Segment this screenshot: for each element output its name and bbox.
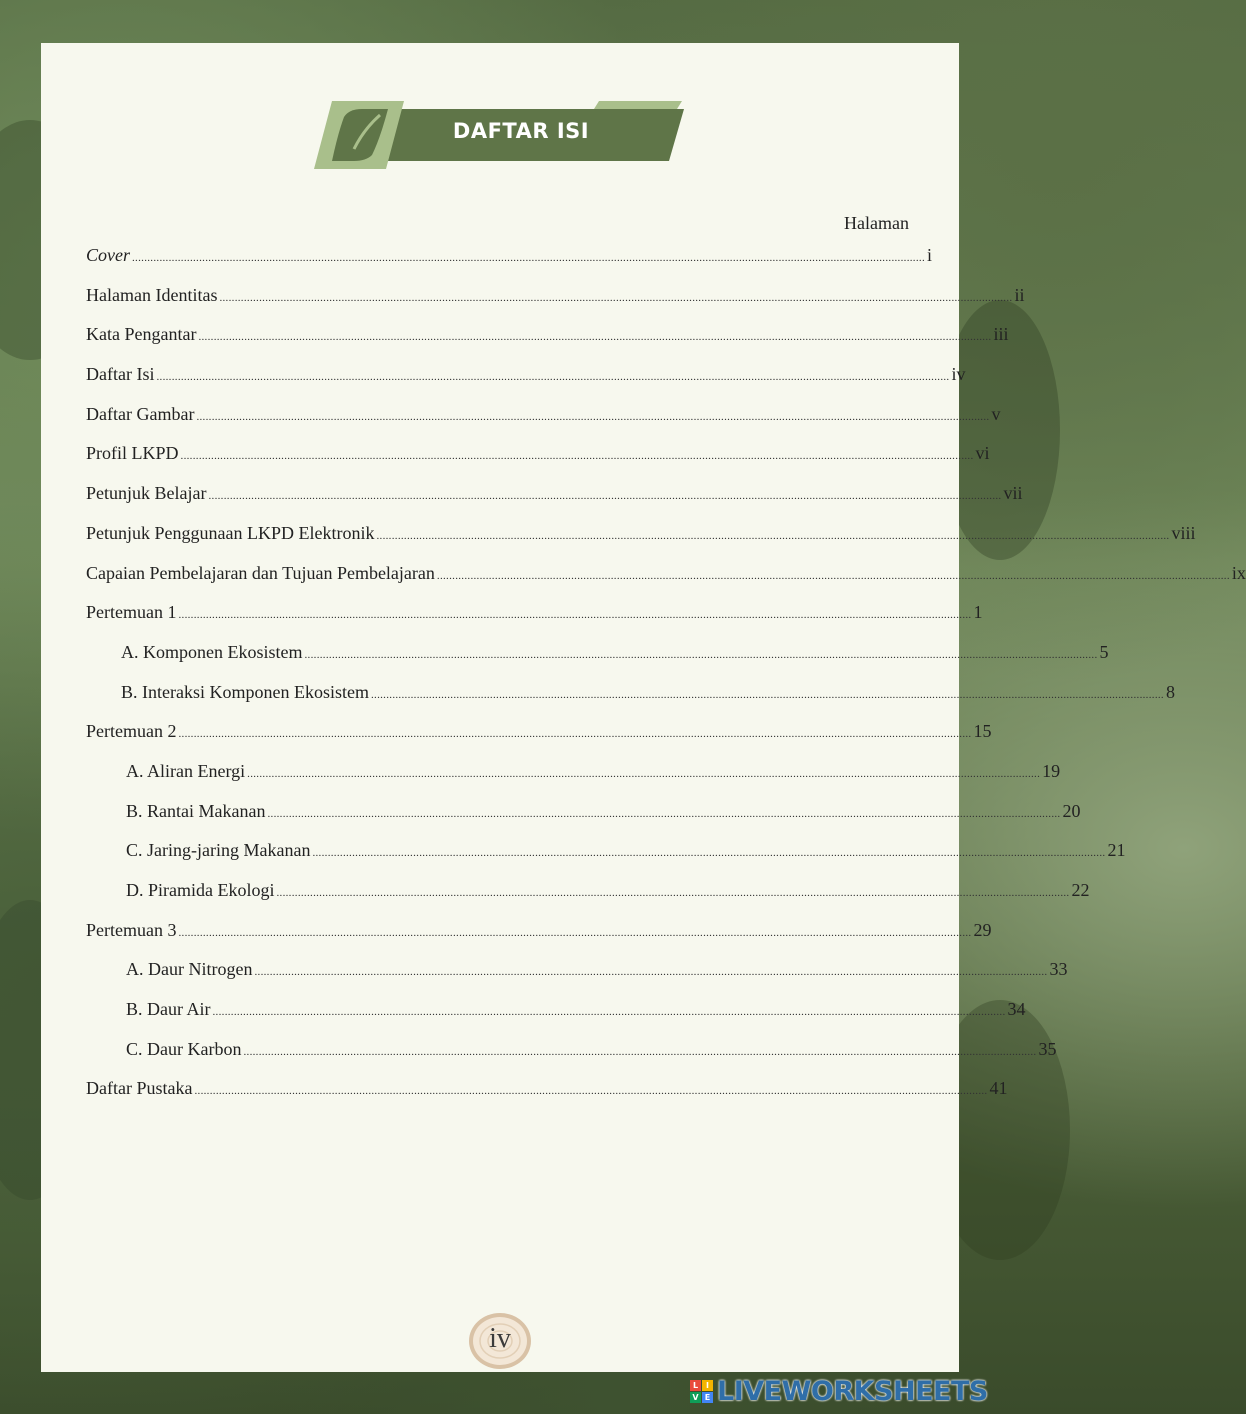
toc-entry[interactable] <box>86 483 1023 523</box>
toc-dot-leader: .................................................................................................................................................................................................................................................................... <box>132 252 925 264</box>
logo-letter-tile: E <box>702 1392 713 1403</box>
banner-light-strip <box>594 101 682 109</box>
toc-entry-label: Daftar Gambar <box>86 403 195 424</box>
toc-entry[interactable] <box>86 602 983 642</box>
logo-letter-tile: V <box>690 1392 701 1403</box>
toc-entry-page: ii <box>1014 284 1025 305</box>
toc-entry-page: 22 <box>1071 880 1090 900</box>
page-title: DAFTAR ISI <box>452 119 590 143</box>
toc-entry-page: 21 <box>1107 840 1126 861</box>
toc-dot-leader: .................................................................................................................................................................................................................................................................... <box>156 371 950 384</box>
toc-dot-leader: .................................................................................................................................................................................................................................................................... <box>254 966 1048 979</box>
toc-entry[interactable] <box>86 1078 1008 1118</box>
toc-entry[interactable] <box>86 840 1126 880</box>
toc-entry[interactable] <box>86 245 933 285</box>
toc-dot-leader: .................................................................................................................................................................................................................................................................... <box>194 1085 988 1098</box>
toc-entry[interactable] <box>86 959 1068 999</box>
toc-entry[interactable] <box>86 443 990 483</box>
toc-dot-leader: .................................................................................................................................................................................................................................................................... <box>312 847 1106 860</box>
toc-dot-leader: .................................................................................................................................................................................................................................................................... <box>178 728 972 741</box>
toc-entry-page: 1 <box>973 602 983 623</box>
toc-entry-page: v <box>991 403 1001 424</box>
toc-entry[interactable] <box>86 562 1246 603</box>
toc-entry-label: A. Komponen Ekosistem <box>121 641 303 662</box>
toc-entry-page: i <box>927 245 933 265</box>
document-page <box>41 43 1246 1372</box>
toc-entry[interactable] <box>86 641 1109 682</box>
toc-entry-page: 33 <box>1049 959 1068 980</box>
toc-entry-page: iv <box>951 364 966 385</box>
toc-entry-page: 19 <box>1042 760 1061 781</box>
toc-dot-leader: .................................................................................................................................................................................................................................................................... <box>243 1045 1037 1058</box>
toc-entry-page: iii <box>993 324 1009 345</box>
toc-entry[interactable] <box>86 522 1196 563</box>
toc-dot-leader: .................................................................................................................................................................................................................................................................... <box>198 331 992 344</box>
toc-entry-page: 34 <box>1007 999 1026 1020</box>
toc-entry[interactable] <box>86 760 1061 801</box>
toc-entry-label: C. Jaring-jaring Makanan <box>126 840 311 861</box>
toc-entry[interactable] <box>86 324 1009 364</box>
toc-entry-page: 29 <box>973 919 992 940</box>
toc-entry-page: 15 <box>973 721 992 742</box>
toc-entry-label: Pertemuan 3 <box>86 919 177 940</box>
toc-entry-page: 35 <box>1038 1038 1057 1059</box>
toc-entry[interactable] <box>86 800 1081 841</box>
toc-entry-label: Halaman Identitas <box>86 284 218 305</box>
toc-entry-label: Pertemuan 2 <box>86 721 177 742</box>
toc-dot-leader: .................................................................................................................................................................................................................................................................... <box>196 410 990 423</box>
page-number: iv <box>489 1323 511 1354</box>
toc-entry-page: 8 <box>1165 681 1175 702</box>
toc-dot-leader: .................................................................................................................................................................................................................................................................... <box>247 767 1041 780</box>
liveworksheets-logo-icon <box>690 1380 713 1403</box>
toc-entry-label: Cover <box>86 245 130 265</box>
toc-entry-label: Profil LKPD <box>86 443 179 464</box>
logo-letter-tile: L <box>690 1380 701 1391</box>
toc-entry[interactable] <box>86 1038 1057 1079</box>
page-column-label: Halaman <box>844 213 909 233</box>
toc-entry-label: Petunjuk Penggunaan LKPD Elektronik <box>86 522 375 543</box>
toc-dot-leader: .................................................................................................................................................................................................................................................................... <box>180 450 974 463</box>
toc-dot-leader: .................................................................................................................................................................................................................................................................... <box>370 688 1164 701</box>
toc-dot-leader: .................................................................................................................................................................................................................................................................... <box>436 569 1230 582</box>
toc-entry-label: Daftar Pustaka <box>86 1078 193 1099</box>
toc-entry[interactable] <box>86 403 1001 444</box>
toc-entry-label: Pertemuan 1 <box>86 602 177 623</box>
liveworksheets-watermark[interactable] <box>690 1376 988 1406</box>
toc-entry[interactable] <box>86 919 992 960</box>
toc-entry-page: 41 <box>989 1078 1008 1099</box>
toc-entry-label: C. Daur Karbon <box>126 1038 242 1059</box>
toc-entry-label: A. Daur Nitrogen <box>126 959 253 980</box>
toc-entry[interactable] <box>86 999 1026 1039</box>
toc-dot-leader: .................................................................................................................................................................................................................................................................... <box>178 609 972 622</box>
toc-dot-leader: .................................................................................................................................................................................................................................................................... <box>178 926 972 939</box>
toc-entry-page: ix <box>1231 562 1246 583</box>
toc-dot-leader: .................................................................................................................................................................................................................................................................... <box>219 291 1013 304</box>
toc-entry-label: B. Interaksi Komponen Ekosistem <box>121 681 369 702</box>
watermark-brand: LIVEWORKSHEETS <box>717 1375 988 1407</box>
toc-entry-page: viii <box>1171 522 1196 543</box>
toc-entry-label: Capaian Pembelajaran dan Tujuan Pembelajaran <box>86 562 435 583</box>
toc-entry[interactable] <box>86 880 1090 920</box>
toc-entry-label: Kata Pengantar <box>86 324 197 345</box>
toc-entry-page: 20 <box>1062 800 1081 821</box>
toc-entry[interactable] <box>86 721 992 761</box>
toc-entry[interactable] <box>86 284 1025 325</box>
toc-entry-label: Daftar Isi <box>86 364 155 385</box>
toc-entry[interactable] <box>86 681 1175 722</box>
toc-dot-leader: .................................................................................................................................................................................................................................................................... <box>208 490 1002 503</box>
toc-entry-page: vii <box>1003 483 1023 504</box>
toc-entry-page: vi <box>975 443 990 464</box>
toc-dot-leader: .................................................................................................................................................................................................................................................................... <box>276 887 1070 899</box>
toc-entry-page: 5 <box>1099 641 1109 662</box>
toc-entry-label: D. Piramida Ekologi <box>126 880 275 900</box>
toc-dot-leader: .................................................................................................................................................................................................................................................................... <box>304 648 1098 661</box>
toc-entry-label: A. Aliran Energi <box>126 760 246 781</box>
toc-entry-label: Petunjuk Belajar <box>86 483 207 504</box>
toc-entry[interactable] <box>86 364 966 404</box>
table-of-contents <box>86 245 1246 1118</box>
toc-dot-leader: .................................................................................................................................................................................................................................................................... <box>376 529 1170 542</box>
toc-entry-label: B. Rantai Makanan <box>126 800 266 821</box>
toc-dot-leader: .................................................................................................................................................................................................................................................................... <box>212 1006 1006 1019</box>
toc-dot-leader: .................................................................................................................................................................................................................................................................... <box>267 807 1061 820</box>
toc-entry-label: B. Daur Air <box>126 999 211 1020</box>
logo-letter-tile: I <box>702 1380 713 1391</box>
